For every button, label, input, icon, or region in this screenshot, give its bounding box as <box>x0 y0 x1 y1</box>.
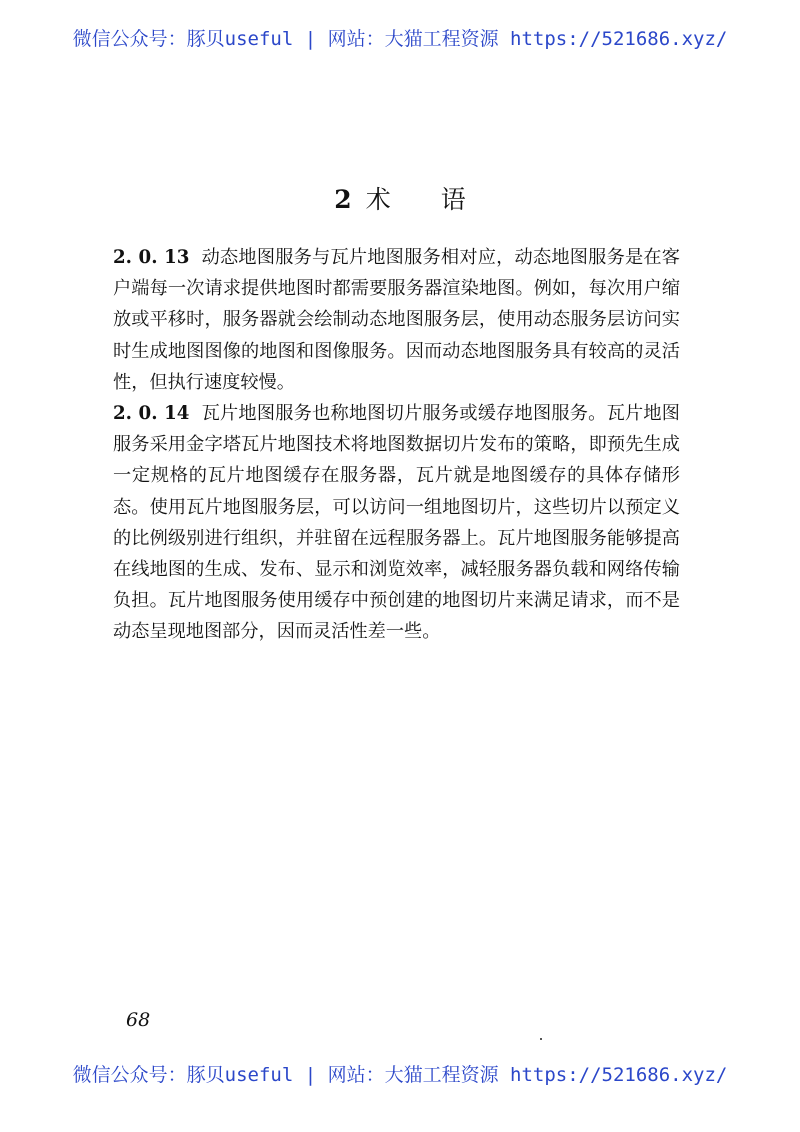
scan-speck <box>540 1038 542 1040</box>
page-number: 68 <box>126 1009 151 1031</box>
clause-number: 2. 0. 13 <box>113 247 190 268</box>
clause-2-0-14 <box>113 398 680 648</box>
chapter-number: 2 <box>334 184 352 214</box>
watermark-bottom: 微信公众号：豚贝useful | 网站：大猫工程资源 https://521686.xyz/ <box>72 1064 728 1086</box>
watermark-top: 微信公众号：豚贝useful | 网站：大猫工程资源 https://521686.xyz/ <box>72 28 728 50</box>
chapter-title <box>0 183 800 217</box>
chapter-title-text: 术语 <box>365 184 516 214</box>
clause-text: 瓦片地图服务也称地图切片服务或缓存地图服务。瓦片地图服务采用金字塔瓦片地图技术将地图数据切片发布的策略，即预先生成一定规格的瓦片地图缓存在服务器，瓦片就是地图缓存的具体存储形态。使用瓦片地图服务层，可以访问一组地图切片，这些切片以预定义的比例级别进行组织，并驻留在远程服务器上。瓦片地图服务能够提高在线地图的生成、发布、显示和浏览效率，减轻服务器负载和网络传输负担。瓦片地图服务使用缓存中预创建的地图切片来满足请求，而不是动态呈现地图部分，因而灵活性差一些。 <box>113 403 680 643</box>
clause-text: 动态地图服务与瓦片地图服务相对应，动态地图服务是在客户端每一次请求提供地图时都需要服务器渲染地图。例如，每次用户缩放或平移时，服务器就会绘制动态地图服务层，使用动态服务层访问实时生成地图图像的地图和图像服务。因而动态地图服务具有较高的灵活性，但执行速度较慢。 <box>113 247 680 393</box>
clause-2-0-13 <box>113 242 680 398</box>
clause-list <box>113 242 680 648</box>
clause-number: 2. 0. 14 <box>113 403 190 425</box>
